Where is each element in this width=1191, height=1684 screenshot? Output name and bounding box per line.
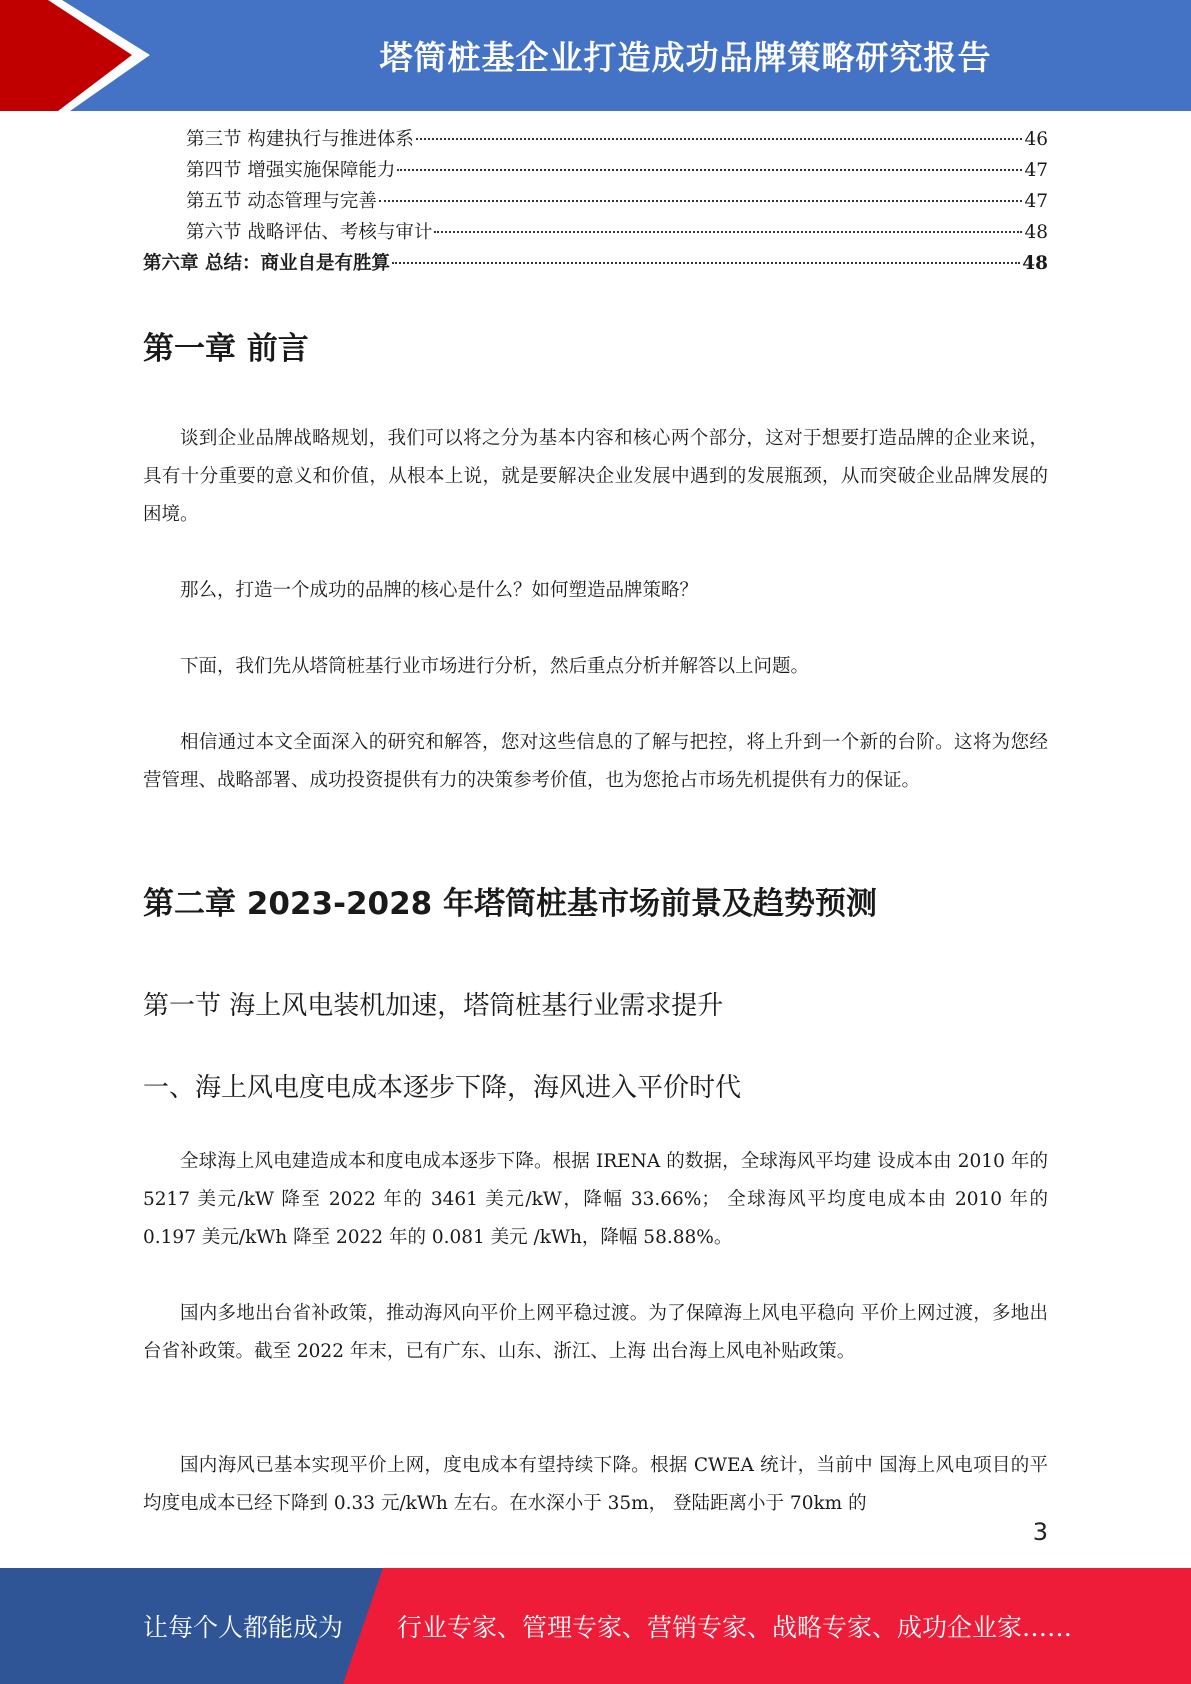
chapter-2-paragraph: 国内海风已基本实现平价上网，度电成本有望持续下降。根据 CWEA 统计，当前中 国海上风电项目的平均度电成本已经下降到 0.33 元/kWh 左右。在水深小于 35m， 登陆距离小于 70km 的 xyxy=(143,1455,1048,1514)
subsection-title: 一、海上风电度电成本逐步下降，海风进入平价时代 xyxy=(143,1073,742,1103)
header-title: 塔筒桩基企业打造成功品牌策略研究报告 xyxy=(379,38,992,77)
chapter-2-paragraph: 全球海上风电建造成本和度电成本逐步下降。根据 IRENA 的数据，全球海风平均建 设成本由 2010 年的 5217 美元/kW 降至 2022 年的 3461 美元/kW，降幅 33.66%； 全球海风平均度电成本由 2010 年的 0.197 美元/kWh 降至 2022 年的 0.081 美元 /kWh，降幅 58.88%。 xyxy=(143,1151,1048,1248)
toc-entry-text: 第四节 增强实施保障能力 xyxy=(186,160,396,181)
table-of-contents xyxy=(143,124,1048,279)
toc-leader-dots xyxy=(434,230,1022,233)
toc-page-number: 46 xyxy=(1024,129,1048,150)
page-header xyxy=(0,0,1191,111)
toc-row[interactable] xyxy=(143,155,1048,186)
toc-page-number: 48 xyxy=(1024,222,1048,243)
header-chevron-icon xyxy=(0,0,160,111)
chapter-1-paragraph: 相信通过本文全面深入的研究和解答，您对这些信息的了解与把控，将上升到一个新的台阶。这将为您经营管理、战略部署、成功投资提供有力的决策参考价值，也为您抢占市场先机提供有力的保证。 xyxy=(143,732,1048,791)
toc-row[interactable] xyxy=(143,217,1048,248)
footer-slogan-right: 行业专家、管理专家、营销专家、战略专家、成功企业家…… xyxy=(397,1613,1073,1642)
page-content xyxy=(143,124,1048,1514)
page-number: 3 xyxy=(1032,1518,1048,1546)
toc-entry-text: 第六节 战略评估、考核与审计 xyxy=(186,222,433,243)
footer-slogan-left: 让每个人都能成为 xyxy=(143,1613,344,1642)
chapter-2-title: 第二章 2023-2028 年塔筒桩基市场前景及趋势预测 xyxy=(143,886,878,922)
toc-entry-text: 第六章 总结：商业自是有胜算 xyxy=(143,253,390,274)
chapter-1-paragraph: 那么，打造一个成功的品牌的核心是什么？如何塑造品牌策略？ xyxy=(180,580,699,601)
toc-leader-dots xyxy=(379,199,1023,202)
page-footer xyxy=(0,1568,1191,1684)
toc-row-chapter[interactable] xyxy=(143,248,1048,279)
toc-page-number: 47 xyxy=(1024,160,1048,181)
chapter-2-paragraph: 国内多地出台省补政策，推动海风向平价上网平稳过渡。为了保障海上风电平稳向 平价上网过渡，多地出台省补政策。截至 2022 年末，已有广东、山东、浙江、上海 出台海上风电补贴政策。 xyxy=(143,1303,1048,1362)
toc-page-number: 47 xyxy=(1024,191,1048,212)
toc-entry-text: 第三节 构建执行与推进体系 xyxy=(186,129,414,150)
chapter-1-paragraph: 下面，我们先从塔筒桩基行业市场进行分析，然后重点分析并解答以上问题。 xyxy=(180,656,810,677)
section-title: 第一节 海上风电装机加速，塔筒桩基行业需求提升 xyxy=(143,991,724,1021)
toc-entry-text: 第五节 动态管理与完善 xyxy=(186,191,377,212)
chapter-1-title: 第一章 前言 xyxy=(143,331,309,367)
toc-leader-dots xyxy=(397,168,1022,171)
toc-leader-dots xyxy=(416,137,1023,140)
chapter-1-paragraph: 谈到企业品牌战略规划，我们可以将之分为基本内容和核心两个部分，这对于想要打造品牌的企业来说，具有十分重要的意义和价值，从根本上说，就是要解决企业发展中遇到的发展瓶颈，从而突破企业品牌发展的困境。 xyxy=(143,428,1048,525)
toc-row[interactable] xyxy=(143,124,1048,155)
toc-page-number: 48 xyxy=(1022,253,1048,274)
toc-leader-dots xyxy=(392,261,1020,264)
toc-row[interactable] xyxy=(143,186,1048,217)
